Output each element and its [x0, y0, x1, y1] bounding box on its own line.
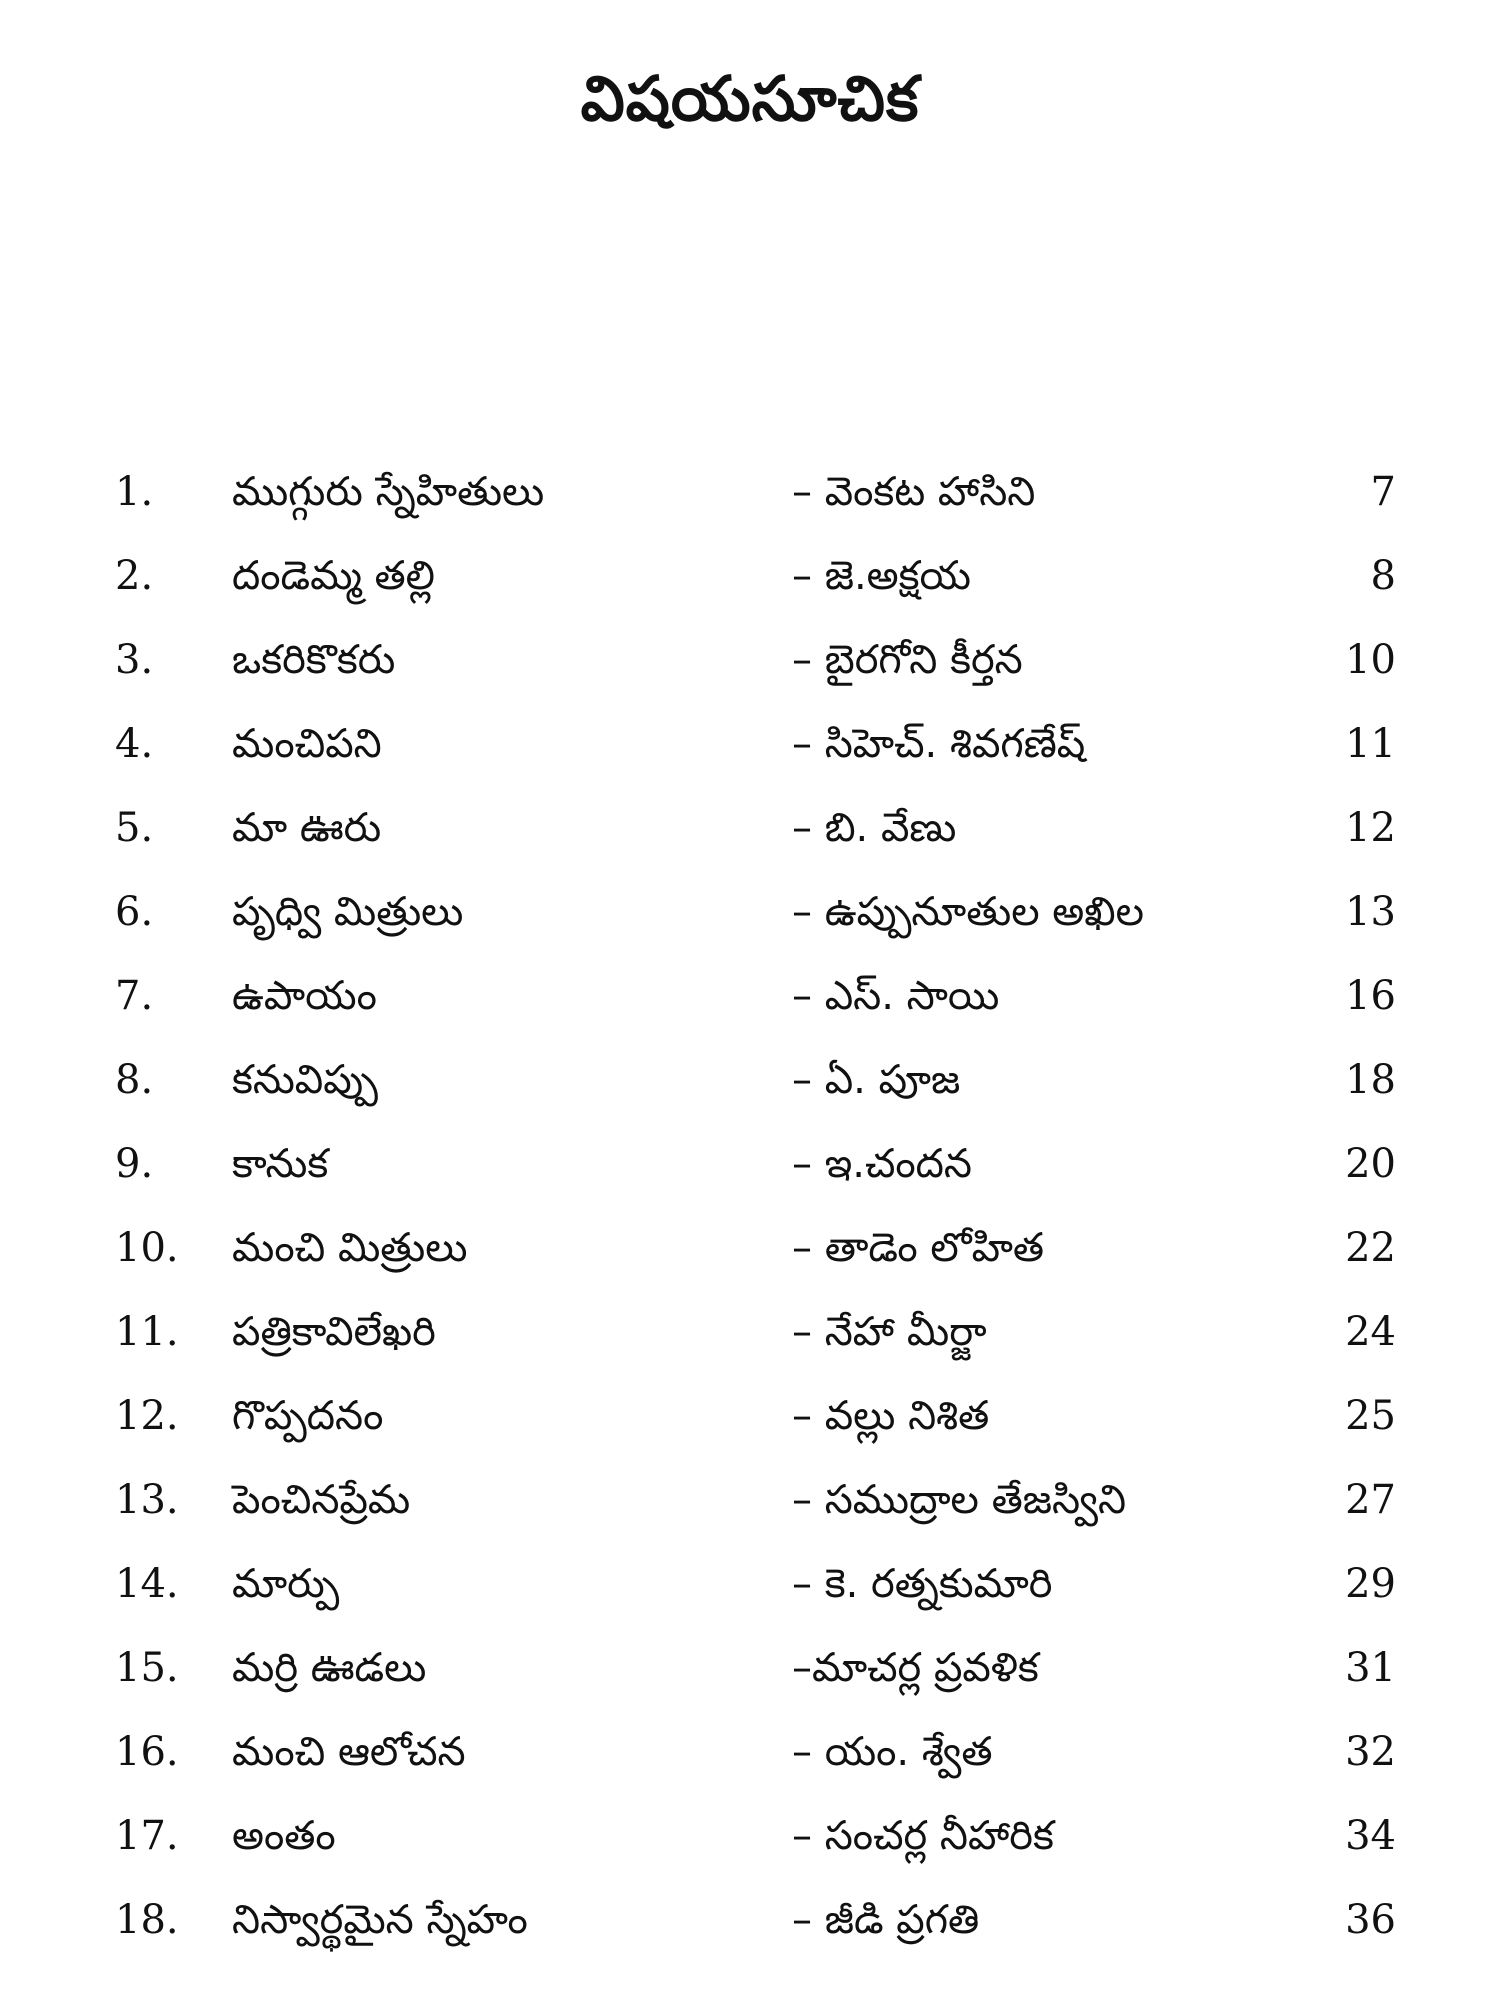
- entry-title: మంచిపని: [232, 721, 382, 767]
- entry-title: గొప్పదనం: [232, 1393, 384, 1439]
- toc-entry: [0, 1794, 1500, 1878]
- entry-number: 2.: [115, 553, 154, 599]
- toc-entry: [0, 1038, 1500, 1122]
- toc-entry: [0, 954, 1500, 1038]
- entry-title: మంచి మిత్రులు: [232, 1225, 468, 1271]
- entry-title: మా ఊరు: [232, 805, 382, 851]
- entry-page-number: 24: [1345, 1309, 1396, 1355]
- toc-entry: [0, 1878, 1500, 1962]
- entry-number: 13.: [115, 1477, 179, 1523]
- entry-title: దండెమ్మ తల్లి: [232, 553, 435, 599]
- entry-author: – జీడి ప్రగతి: [792, 1897, 980, 1943]
- toc-entry: [0, 702, 1500, 786]
- entry-author: – సిహెచ్. శివగణేష్: [792, 721, 1086, 767]
- entry-number: 18.: [115, 1897, 179, 1943]
- toc-entry: [0, 1710, 1500, 1794]
- toc-entry: [0, 1290, 1500, 1374]
- entry-author: – బి. వేణు: [792, 805, 957, 851]
- entry-author: – వెంకట హాసిని: [792, 469, 1036, 515]
- entry-author: – సముద్రాల తేజస్విని: [792, 1477, 1127, 1523]
- toc-entry: [0, 450, 1500, 534]
- entry-page-number: 31: [1345, 1645, 1396, 1691]
- entry-page-number: 10: [1345, 637, 1396, 683]
- entry-number: 1.: [115, 469, 154, 515]
- entry-page-number: 18: [1345, 1057, 1396, 1103]
- toc-entry: [0, 618, 1500, 702]
- entry-page-number: 27: [1345, 1477, 1396, 1523]
- toc-entry: [0, 1458, 1500, 1542]
- entry-title: ఒకరికొకరు: [232, 637, 396, 683]
- entry-page-number: 34: [1345, 1813, 1396, 1859]
- entry-author: – కె. రత్నకుమారి: [792, 1561, 1053, 1607]
- entry-number: 10.: [115, 1225, 179, 1271]
- entry-title: ఉపాయం: [232, 973, 377, 1019]
- entry-page-number: 16: [1345, 973, 1396, 1019]
- toc-entry: [0, 870, 1500, 954]
- toc-entry: [0, 1122, 1500, 1206]
- entry-page-number: 13: [1345, 889, 1396, 935]
- entry-title: పెంచినప్రేమ: [232, 1477, 411, 1523]
- entry-page-number: 29: [1345, 1561, 1396, 1607]
- entry-title: మంచి ఆలోచన: [232, 1729, 466, 1775]
- entry-number: 9.: [115, 1141, 154, 1187]
- entry-number: 14.: [115, 1561, 179, 1607]
- entry-author: – వల్లు నిశిత: [792, 1393, 990, 1439]
- toc-entry: [0, 1542, 1500, 1626]
- entry-page-number: 36: [1345, 1897, 1396, 1943]
- entry-author: – బైరగోని కీర్తన: [792, 637, 1023, 683]
- entry-number: 16.: [115, 1729, 179, 1775]
- entry-author: – జె.అక్షయ: [792, 553, 971, 599]
- entry-author: – ఉప్పునూతుల అఖిల: [792, 889, 1144, 935]
- entry-title: ముగ్గురు స్నేహితులు: [232, 469, 545, 515]
- entry-author: – ఏ. పూజ: [792, 1057, 961, 1103]
- entry-page-number: 22: [1345, 1225, 1396, 1271]
- entry-number: 7.: [115, 973, 154, 1019]
- entry-author: – నేహా మీర్జా: [792, 1309, 987, 1355]
- page-title: విషయసూచిక: [580, 62, 920, 135]
- entry-page-number: 20: [1345, 1141, 1396, 1187]
- entry-number: 4.: [115, 721, 154, 767]
- entry-number: 5.: [115, 805, 154, 851]
- entry-page-number: 25: [1345, 1393, 1396, 1439]
- entry-page-number: 12: [1345, 805, 1396, 851]
- entry-author: – ఎస్. సాయి: [792, 973, 1000, 1019]
- entry-page-number: 8: [1370, 553, 1396, 599]
- entry-title: కానుక: [232, 1141, 329, 1187]
- entry-author: – సంచర్ల నీహారిక: [792, 1813, 1054, 1859]
- entry-title: పత్రికావిలేఖరి: [232, 1309, 436, 1355]
- entry-title: మర్రి ఊడలు: [232, 1645, 427, 1691]
- entry-title: నిస్వార్థమైన స్నేహం: [232, 1897, 528, 1943]
- entry-number: 3.: [115, 637, 154, 683]
- entry-page-number: 7: [1370, 469, 1396, 515]
- entry-number: 17.: [115, 1813, 179, 1859]
- toc-entry: [0, 786, 1500, 870]
- entry-author: –మాచర్ల ప్రవళిక: [792, 1645, 1039, 1691]
- entry-title: మార్పు: [232, 1561, 340, 1607]
- entry-page-number: 11: [1345, 721, 1396, 767]
- entry-title: అంతం: [232, 1813, 336, 1859]
- entry-author: – తాడెం లోహిత: [792, 1225, 1045, 1271]
- entry-author: – యం. శ్వేత: [792, 1729, 993, 1775]
- entry-number: 8.: [115, 1057, 154, 1103]
- table-of-contents: [0, 450, 1500, 1962]
- toc-entry: [0, 1374, 1500, 1458]
- entry-title: కనువిప్పు: [232, 1057, 379, 1103]
- entry-number: 6.: [115, 889, 154, 935]
- entry-number: 11.: [115, 1309, 179, 1355]
- toc-entry: [0, 1206, 1500, 1290]
- entry-number: 12.: [115, 1393, 179, 1439]
- entry-title: పృధ్వి మిత్రులు: [232, 889, 464, 935]
- entry-number: 15.: [115, 1645, 179, 1691]
- entry-author: – ఇ.చందన: [792, 1141, 972, 1187]
- entry-page-number: 32: [1345, 1729, 1396, 1775]
- toc-entry: [0, 534, 1500, 618]
- toc-entry: [0, 1626, 1500, 1710]
